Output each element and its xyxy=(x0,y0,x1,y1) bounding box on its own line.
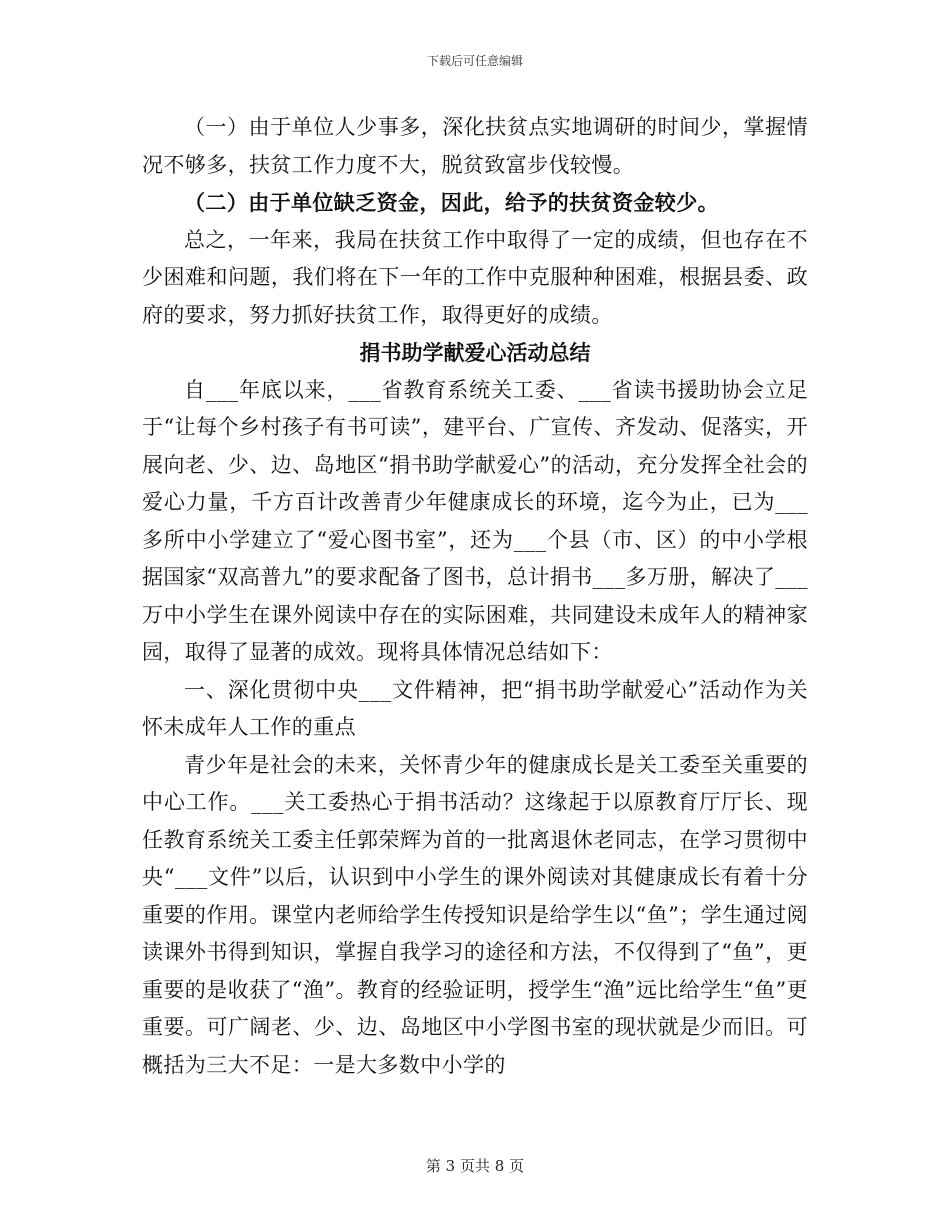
section-title: 捐书助学献爱心活动总结 xyxy=(359,340,591,365)
paragraph-problem-1: （一）由于单位人少事多，深化扶贫点实地调研的时间少，掌握情况不够多，扶贫工作力度不大，脱贫致富步伐较慢。 xyxy=(142,115,808,177)
paragraph-intro: 自___年底以来，___省教育系统关工委、___省读书援助协会立足于“让每个乡村孩子有书可读”，建平台、广宣传、齐发动、促落实，开展向老、少、边、岛地区“捐书助学献爱心”的活动，充分发挥全社会的爱心力量，千方百计改善青少年健康成长的环境，迄今为止，已为___多所中小学建立了“爱心图书室”，还为___个县（市、区）的中小学根据国家“双高普九”的要求配备了图书，总计捐书___多万册，解决了___万中小学生在课外阅读中存在的实际困难，共同建设未成年人的精神家园，取得了显著的成效。现将具体情况总结如下： xyxy=(142,377,808,664)
paragraph-problem-2: （二）由于单位缺乏资金，因此，给予的扶贫资金较少。 xyxy=(184,190,719,215)
paragraph-body: 青少年是社会的未来，关怀青少年的健康成长是关工委至关重要的中心工作。___关工委热心于捐书活动？这缘起于以原教育厅厅长、现任教育系统关工委主任郭荣辉为首的一批离退休老同志，在学习贯彻中央“___文件”以后，认识到中小学生的课外阅读对其健康成长有着十分重要的作用。课堂内老师给学生传授知识是给学生以“鱼”；学生通过阅读课外书得到知识，掌握自我学习的途径和方法，不仅得到了“鱼”，更重要的是收获了“渔”。教育的经验证明，授学生“渔”远比给学生“鱼”更重要。可广阔老、少、边、岛地区中小学图书室的现状就是少而旧。可概括为三大不足：一是大多数中小学的 xyxy=(142,752,809,1077)
paragraph-conclusion: 总之，一年来，我局在扶贫工作中取得了一定的成绩，但也存在不少困难和问题，我们将在下一年的工作中克服种种困难，根据县委、政府的要求，努力抓好扶贫工作，取得更好的成绩。 xyxy=(142,227,808,327)
page-header: 下载后可任意编辑 xyxy=(426,54,523,68)
page-footer: 第 3 页共 8 页 xyxy=(425,1157,525,1175)
paragraph-section-heading: 一、深化贯彻中央___文件精神，把“捐书助学献爱心”活动作为关怀未成年人工作的重点 xyxy=(142,677,808,739)
document-body xyxy=(142,109,808,1084)
